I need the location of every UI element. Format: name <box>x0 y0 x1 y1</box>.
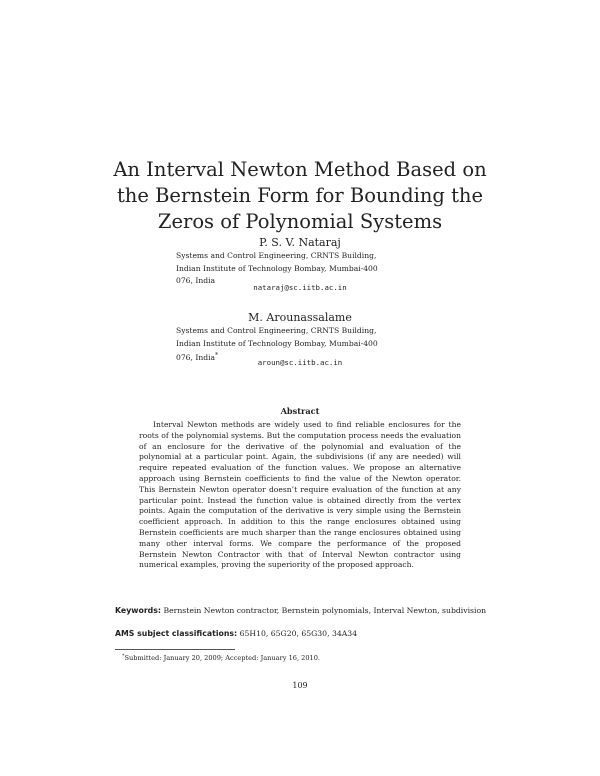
ams-text: 65H10, 65G20, 65G30, 34A34 <box>239 629 358 638</box>
ams-classifications <box>115 628 487 639</box>
author-name-1: P. S. V. Nataraj <box>259 236 341 249</box>
keywords-label: Keywords: <box>115 606 162 615</box>
author-email-2[interactable]: aroun@sc.iitb.ac.in <box>257 358 343 367</box>
footnote-mark: * <box>215 352 219 360</box>
keywords-text: Bernstein Newton contractor, Bernstein polynomials, Interval Newton, subdivision <box>163 606 487 615</box>
author-email-1[interactable]: nataraj@sc.iitb.ac.in <box>253 283 347 292</box>
affiliation-line: Systems and Control Engineering, CRNTS Building, <box>176 326 377 335</box>
footnote-text: Submitted: January 20, 2009; Accepted: January 16, 2010. <box>124 654 321 663</box>
footnote-rule <box>115 649 235 650</box>
author-name-2: M. Arounassalame <box>248 311 352 324</box>
affiliation-line: Indian Institute of Technology Bombay, Mumbai-400 <box>176 263 378 273</box>
affiliation-line: Systems and Control Engineering, CRNTS Building, <box>176 251 377 260</box>
ams-label: AMS subject classifications: <box>115 629 238 638</box>
footnote <box>122 653 320 662</box>
affiliation-text: 076, India <box>176 353 216 363</box>
affiliation-line: 076, India <box>176 276 216 286</box>
affiliation-line: Indian Institute of Technology Bombay, Mumbai-400 <box>176 338 378 348</box>
page-number: 109 <box>292 681 308 690</box>
paper-title: An Interval Newton Method Based on the Bernstein Form for Bounding the Zeros of Polynomial Systems <box>113 158 487 233</box>
abstract-body: Interval Newton methods are widely used to find reliable enclosures for the roots of the polynomial systems. But the computation process needs the evaluation of an enclosure for the derivative of the polynomial and evaluation of the polynomial at a particular point. Again, the subdivisions (if any are needed) will require repeated evaluation of the function values. We propose an alternative approach using Bernstein coefficients to find the value of the Newton operator. This Bernstein Newton operator doesn’t require evaluation of the function at any particular point. Instead the function value is obtained directly from the vertex points. Again the computation of the derivative is very simple using the Bernstein coefficient approach. In addition to this the range enclosures obtained using Bernstein coefficients are much sharper than the range enclosures obtained using many other interval forms. We compare the performance of the proposed Bernstein Newton Contractor with that of Interval Newton contractor using numerical examples, proving the superiority of the proposed approach. <box>139 420 461 570</box>
footnote-mark: * <box>122 653 125 659</box>
abstract-heading: Abstract <box>280 406 320 416</box>
keywords <box>115 605 487 616</box>
